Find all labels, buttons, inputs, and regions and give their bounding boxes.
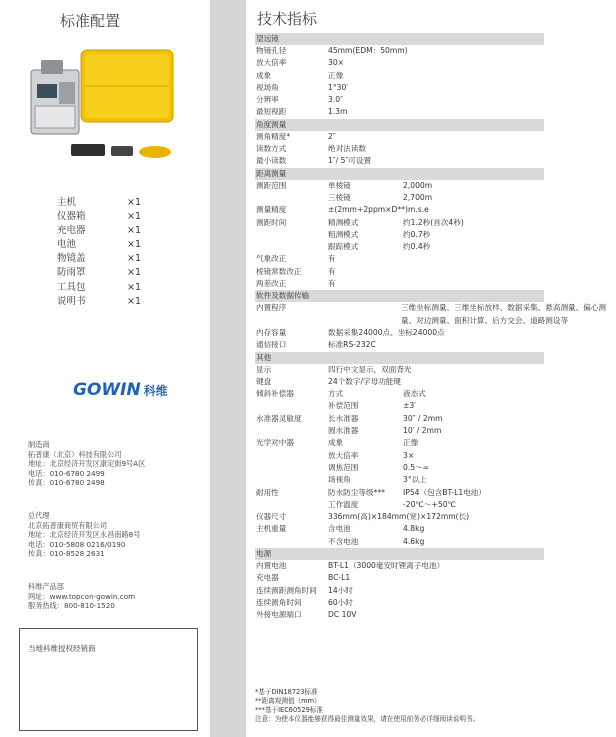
section-header: 距离测量	[255, 168, 544, 180]
maker-contact: 制造商 拓普康（北京）科技有限公司 地址：北京经济开发区康定街9号A区 电话：010-6780 2499 传真：010-6780 2498	[28, 440, 146, 488]
spec-row: 水准器灵敏度 长水准器 30″ / 2mm	[256, 413, 443, 423]
spec-row: 分辨率 3.0″	[256, 95, 343, 105]
list-item: 防雨罩 ×1	[57, 267, 142, 279]
spec-row: 圆水准器 10′ / 2mm	[328, 426, 442, 436]
spec-row: 测距时间 精测模式 约1.2秒(首次4秒)	[256, 217, 464, 227]
list-item: 电池 ×1	[57, 239, 142, 251]
spec-row: 放大倍率 30×	[256, 58, 345, 68]
spec-row: 内置程序 三维坐标测量、三维坐标放样、数据采集、悬高测量、偏心测量、对边测量、面积计算、后方交会、道路测设等	[256, 303, 607, 325]
spec-row: 通信接口 标准RS-232C	[256, 340, 376, 350]
spec-row: 最小读数 1″/ 5″可设置	[256, 156, 372, 166]
spec-row: 视场角 1°30′	[256, 82, 349, 92]
spec-row: 棱镜常数改正 有	[256, 266, 336, 276]
spec-row: 场视角 3°以上	[328, 475, 427, 485]
standard-items-list	[57, 196, 141, 309]
right-column	[255, 0, 607, 737]
spec-row: 光学对中器 成象 正像	[256, 438, 419, 448]
spec-row: 读数方式 绝对法读数	[256, 144, 366, 154]
list-item: 工具包 ×1	[57, 281, 142, 293]
spec-row: 放大倍率 3×	[328, 450, 415, 460]
specs-title: 技术指标	[257, 10, 318, 28]
spec-row: 连续测距测角时间 14小时	[256, 585, 353, 595]
section-header: 角度测量	[255, 119, 544, 131]
spec-row: 仪器尺寸 336mm(高)×184mm(宽)×172mm(长)	[256, 512, 470, 522]
standard-config-title: 标准配置	[60, 12, 121, 30]
list-item: 物镜盖 ×1	[57, 253, 142, 265]
footnotes: *基于DIN18723标准 **距离观测值（mm） ***基于IEC60529标准 注意：为使本仪器能够获得最佳测量效果，请在使用前务必详细阅读说明书。	[255, 688, 480, 723]
section-header: 望远镜	[255, 33, 544, 45]
spec-row: 最短视距 1.3m	[256, 107, 348, 117]
gowin-logo: GOWIN 科维	[73, 380, 168, 400]
spec-row: 测距范围 单棱镜 2,000m	[256, 180, 433, 190]
spec-row: 成象 正像	[256, 70, 344, 80]
list-item: 仪器箱 ×1	[57, 211, 142, 223]
list-item: 主机 ×1	[57, 197, 142, 208]
product-photo	[27, 46, 177, 164]
spec-row: 主机重量 含电池 4.8kg	[256, 524, 425, 534]
spec-row: 充电器 BC-L1	[256, 573, 351, 583]
spec-row: 连续测角时间 60小时	[256, 597, 353, 607]
spec-row: 气象改正 有	[256, 254, 336, 264]
spec-row: 两差改正 有	[256, 279, 336, 289]
spec-row: 测角精度* 2″	[256, 131, 336, 141]
left-column	[0, 0, 210, 737]
section-header: 电源	[255, 548, 544, 560]
spec-row: 不含电池 4.6kg	[328, 536, 425, 546]
section-header: 其他	[255, 352, 544, 364]
spec-row: 内存容量 数据采集24000点、坐标24000点	[256, 327, 445, 337]
spec-row: 内置电池 BT-L1（3000毫安时锂离子电池）	[256, 560, 445, 570]
spec-row: 外接电源端口 DC 10V	[256, 610, 357, 620]
spec-row: 三棱镜 2,700m	[328, 192, 433, 202]
spec-row: 键盘 24个数字/字母功能键	[256, 376, 401, 386]
spec-row: 补偿范围 ±3′	[328, 401, 416, 411]
spec-row: 物镜孔径 45mm(EDM：50mm)	[256, 46, 408, 55]
spec-table	[255, 33, 607, 621]
list-item: 说明书 ×1	[57, 295, 142, 307]
spec-row: 耐用性 防水防尘等级*** IP54（包含BT-L1电池）	[256, 487, 486, 497]
spec-row: 跟踪模式 约0.4秒	[328, 242, 431, 252]
dealer-box: 当地科维授权经销商	[19, 628, 198, 731]
section-header: 软件及数据传输	[255, 290, 544, 302]
spec-row: 粗测模式 约0.7秒	[328, 229, 431, 239]
spec-row: 工作温度 -20℃～+50℃	[328, 499, 457, 509]
agent-contact: 总代理 北京拓普康商贸有限公司 地址：北京经济开发区永昌南路8号 电话：010-5808 0216/0190 传真：010-8528 2631	[28, 511, 141, 559]
spec-row: 测量精度 ±(2mm+2ppm×D**)m.s.e	[256, 205, 429, 215]
column-divider	[210, 0, 246, 737]
spec-row: 调焦范围 0.5～∞	[328, 462, 429, 472]
service-contact: 科维产品部 网址：www.topcon-gowin.com 服务热线：800-810-1520	[28, 582, 136, 611]
spec-row: 倾斜补偿器 方式 液态式	[256, 389, 426, 399]
spec-row: 显示 四行中文显示，双面背光	[256, 364, 412, 374]
list-item: 充电器 ×1	[57, 225, 142, 237]
